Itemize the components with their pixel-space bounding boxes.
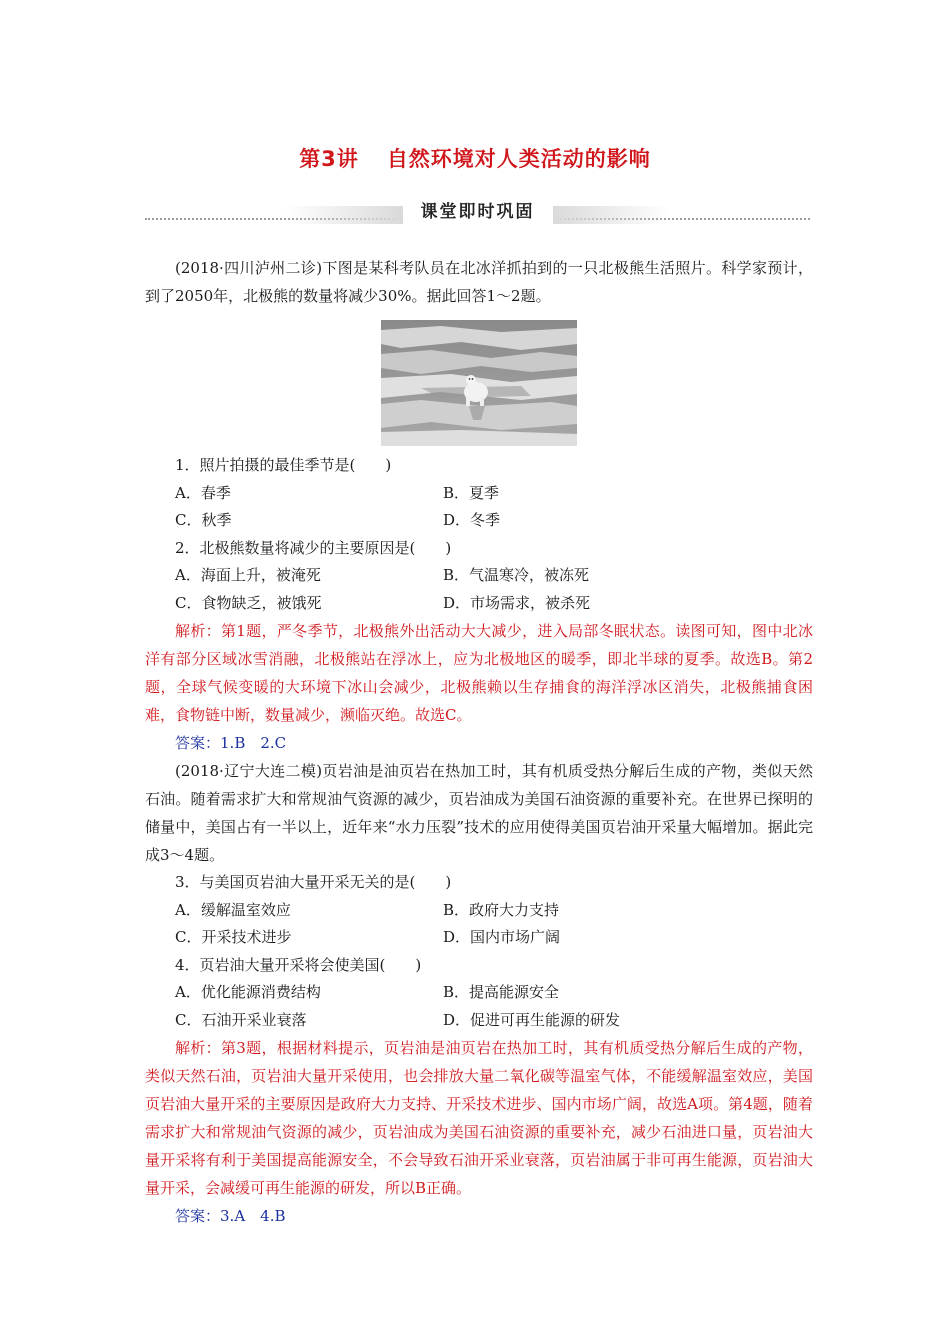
q3-option-c: C．开采技术进步	[175, 928, 292, 946]
q4-option-c: C．石油开采业衰落	[175, 1010, 307, 1029]
intro-paragraph-1: (2018·四川泸州二诊)下图是某科考队员在北冰洋抓拍到的一只北极熊生活照片。科学家预计，到了2050年，北极熊的数量将减少30%。据此回答1～2题。	[145, 259, 813, 305]
answer-2-text: 3.A 4.B	[220, 1207, 286, 1225]
q2-option-c: C．食物缺乏，被饿死	[175, 593, 322, 612]
question-4-options-row-2	[145, 1007, 813, 1035]
intro-paragraph-2: (2018·辽宁大连二模)页岩油是油页岩在热加工时，其有机质受热分解后生成的产物，类似天然石油。随着需求扩大和常规油气资源的减少，页岩油成为美国石油资源的重要补充。在世界已探明的储量中，美国占有一半以上，近年来“水力压裂”技术的应用使得美国页岩油开采量大幅增加。据此完成3～4题。	[145, 762, 813, 864]
q1-option-d: D．冬季	[443, 511, 501, 529]
q4-option-a: A．优化能源消费结构	[175, 983, 321, 1001]
question-1-options-row-1	[145, 480, 813, 508]
analysis-2-text: 第3题，根据材料提示，页岩油是油页岩在热加工时，其有机质受热分解后生成的产物，类似天然石油，页岩油大量开采使用，也会排放大量二氧化碳等温室气体，不能缓解温室效应，美国页岩油大量开采的主要原因是政府大力支持、开采技术进步、国内市场广阔，故选A项。第4题，随着需求扩大和常规油气资源的减少，页岩油成为美国石油资源的重要补充，减少石油进口量，页岩油大量开采将有利于美国提高能源安全，不会导致石油开采业衰落，页岩油属于非可再生能源，页岩油大量开采，会减缓可再生能源的研发，所以B正确。	[145, 1039, 813, 1197]
q3-option-d: D．国内市场广阔	[443, 928, 561, 946]
answer-2	[145, 1202, 813, 1230]
q1-option-a: A．春季	[175, 483, 231, 502]
section-title: 课堂即时巩固	[403, 200, 553, 224]
analysis-2-label: 解析：	[175, 1039, 221, 1057]
q3-option-b: B．政府大力支持	[443, 900, 560, 919]
answer-1-label: 答案：	[175, 734, 221, 752]
answer-1	[145, 729, 813, 757]
question-4: 4．页岩油大量开采将会使美国( )	[175, 955, 422, 974]
photo-container	[145, 320, 813, 446]
page-title: 第3讲 自然环境对人类活动的影响	[299, 147, 651, 171]
analysis-1-text: 第1题，严冬季节，北极熊外出活动大大减少，进入局部冬眠状态。读图可知，图中北冰洋有部分区域冰雪消融，北极熊站在浮冰上，应为北极地区的暖季，即北半球的夏季。故选B。第2题，全球气候变暖的大环境下冰山会减少，北极熊赖以生存捕食的海洋浮冰区消失，北极熊捕食困难，食物链中断，数量减少，濒临灭绝。故选C。	[145, 622, 813, 724]
q2-option-b: B．气温寒冷，被冻死	[443, 566, 590, 584]
q1-option-b: B．夏季	[443, 483, 500, 502]
answer-1-text: 1.B 2.C	[220, 734, 287, 752]
question-3-options-row-1	[145, 897, 813, 925]
question-3: 3．与美国页岩油大量开采无关的是( )	[175, 873, 452, 891]
question-2-options-row-2	[145, 590, 813, 618]
answer-2-label: 答案：	[175, 1207, 221, 1225]
analysis-2	[145, 1034, 813, 1202]
q4-option-d: D．促进可再生能源的研发	[443, 1010, 621, 1029]
section-banner	[145, 200, 810, 228]
question-2: 2．北极熊数量将减少的主要原因是( )	[175, 538, 452, 557]
analysis-1	[145, 617, 813, 729]
polar-bear-photo	[381, 320, 577, 446]
question-3-options-row-2	[145, 924, 813, 952]
q1-option-c: C．秋季	[175, 511, 232, 529]
q2-option-d: D．市场需求，被杀死	[443, 593, 591, 612]
analysis-1-label: 解析：	[175, 622, 221, 640]
q4-option-b: B．提高能源安全	[443, 983, 560, 1001]
q3-option-a: A．缓解温室效应	[175, 900, 291, 919]
question-1: 1．照片拍摄的最佳季节是( )	[175, 456, 392, 474]
question-4-options-row-1	[145, 979, 813, 1007]
question-2-options-row-1	[145, 562, 813, 590]
question-1-options-row-2	[145, 507, 813, 535]
q2-option-a: A．海面上升，被淹死	[175, 566, 321, 584]
main-content	[145, 254, 813, 1230]
